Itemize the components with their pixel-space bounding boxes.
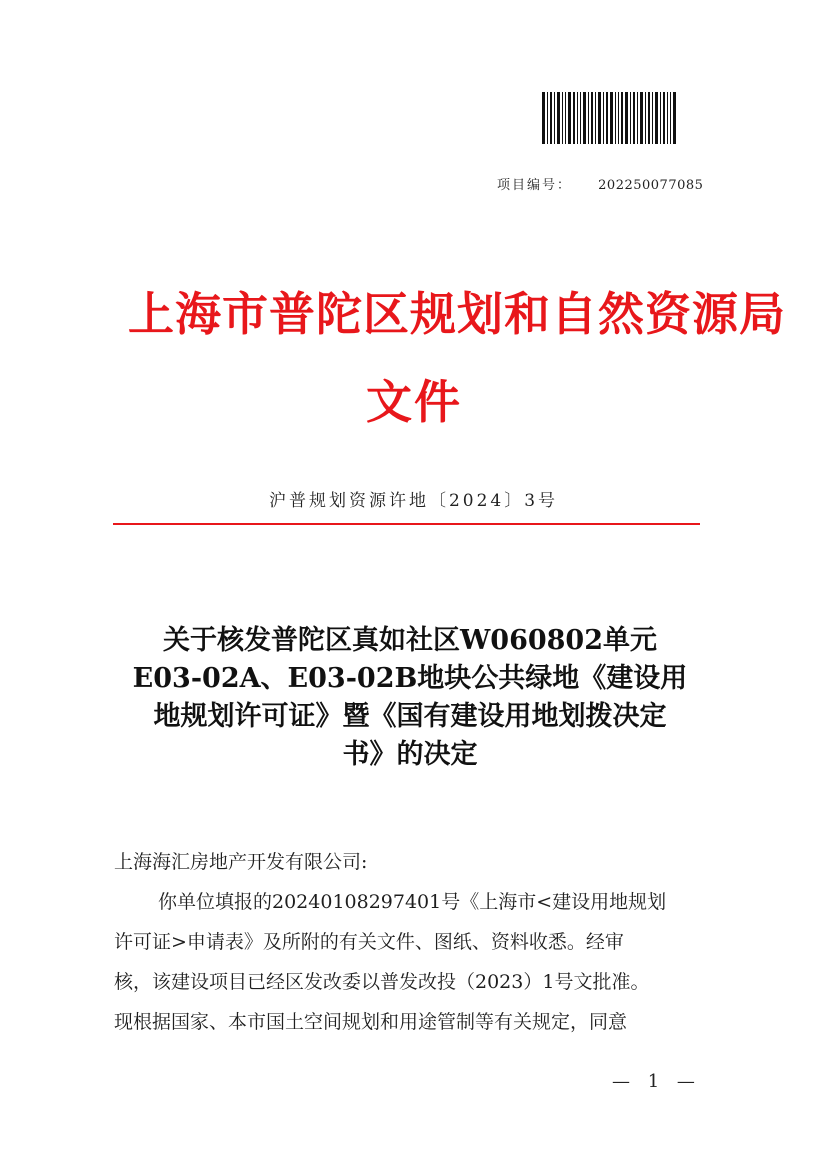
addressee: 上海海汇房地产开发有限公司:: [114, 851, 368, 873]
body-line: 核，该建设项目已经区发改委以普发改投（2023）1号文批准。: [114, 971, 650, 993]
subject-line: E03-02A、E03-02B地块公共绿地《建设用: [132, 663, 688, 694]
project-number-line: [497, 174, 703, 193]
subject-line: 关于核发普陀区真如社区W060802单元: [162, 625, 658, 656]
subject-line: 地规划许可证》暨《国有建设用地划拨决定: [153, 701, 667, 732]
document-number: 沪普规划资源许地〔2024〕3号: [268, 491, 559, 511]
body-line: 现根据国家、本市国土空间规划和用途管制等有关规定，同意: [114, 1011, 628, 1033]
issuer-doc-word: 文件: [366, 375, 462, 429]
barcode-image: [542, 92, 676, 144]
project-number-value: 202250077085: [598, 178, 704, 193]
body-line: 你单位填报的20240108297401号《上海市<建设用地规划: [158, 891, 667, 913]
body-line: 许可证>申请表》及所附的有关文件、图纸、资料收悉。经审: [114, 931, 624, 953]
document-subject: [110, 622, 710, 774]
page-number: — 1 —: [612, 1071, 701, 1092]
project-number-label: 项目编号：: [497, 178, 573, 193]
issuer-title: 上海市普陀区规划和自然资源局: [128, 287, 786, 341]
document-body: [114, 842, 714, 1042]
subject-line: 书》的决定: [342, 739, 478, 770]
red-divider-line: [113, 523, 700, 525]
